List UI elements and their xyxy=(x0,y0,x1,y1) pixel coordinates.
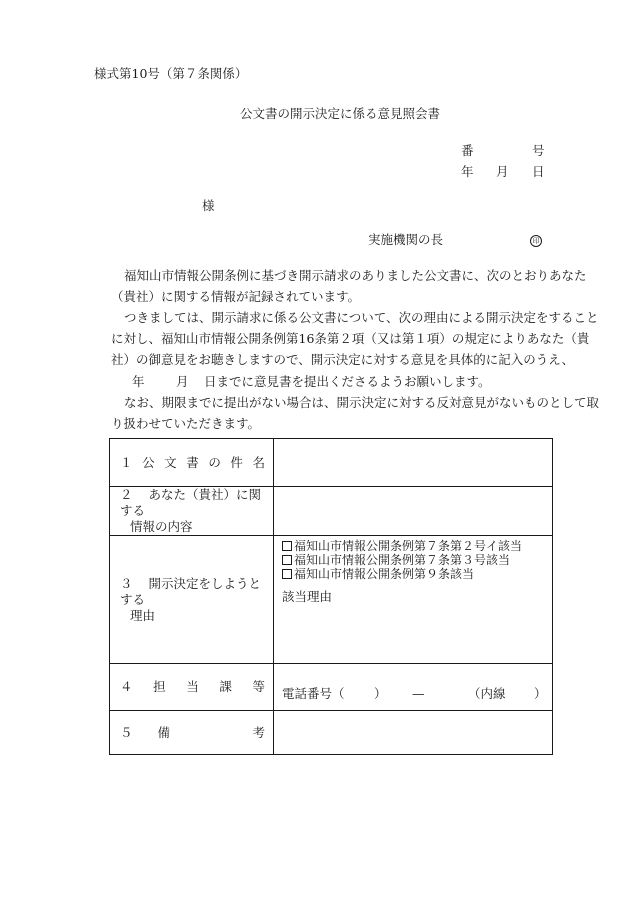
paragraph-line: 日までに意見書を提出くださるようお願いします。 xyxy=(204,374,491,389)
form-id: 様式第10号（第７条関係） xyxy=(94,66,248,81)
document-name-field[interactable] xyxy=(274,439,553,487)
row-number: ５ xyxy=(120,724,133,740)
phone-line: 電話番号（ ） — （内線 ） xyxy=(282,686,547,701)
deadline-month: 月 xyxy=(176,374,189,389)
label-document-name: １ 公 文 書 の 件 名 xyxy=(110,439,274,487)
paragraph-line: に対し、福知山市情報公開条例第16条第２項（又は第１項）の規定によりあなた（貴 xyxy=(111,331,590,346)
table-row xyxy=(110,664,553,711)
department-field[interactable] xyxy=(274,664,553,711)
table-row xyxy=(110,711,553,755)
reason-checkbox-item[interactable]: 福知山市情報公開条例第７条第２号イ該当 xyxy=(274,539,552,553)
seal-icon: 印 xyxy=(530,235,542,247)
reason-label: 該当理由 xyxy=(282,589,333,604)
date-year: 年 xyxy=(461,164,474,179)
reason-checkbox-item[interactable]: 福知山市情報公開条例第７条第３号該当 xyxy=(274,553,552,567)
paragraph-line: なお、期限までに提出がない場合は、開示決定に対する反対意見がないものとして取 xyxy=(124,395,600,410)
paragraph-line: 社）の御意見をお聴きしますので、開示決定に対する意見を具体的に記入のうえ、 xyxy=(111,352,575,367)
document-title: 公文書の開示決定に係る意見照会書 xyxy=(240,106,441,121)
checkbox-icon[interactable] xyxy=(282,555,292,565)
paragraph-line: つきましては、開示請求に係る公文書について、次の理由による開示決定をすること xyxy=(124,310,599,325)
row-number: ４ xyxy=(120,679,133,694)
addressee-suffix: 様 xyxy=(202,198,215,213)
label-disclosure-reason: ３ 開示決定をしようとする 理由 xyxy=(110,536,274,664)
deadline-year: 年 xyxy=(132,374,145,389)
row-number: ３ xyxy=(120,575,133,591)
label-info-content: ２ あなた（貴社）に関する 情報の内容 xyxy=(110,487,274,536)
inquiry-form-table xyxy=(109,438,553,755)
reason-checkbox-item[interactable]: 福知山市情報公開条例第９条該当 xyxy=(274,567,552,581)
table-row xyxy=(110,536,553,664)
label-department: ４ 担 当 課 等 xyxy=(110,664,274,711)
disclosure-reason-cell xyxy=(274,536,553,664)
row-number: ２ xyxy=(120,487,133,502)
checkbox-icon[interactable] xyxy=(282,569,292,579)
number-ban: 番 xyxy=(461,143,474,158)
date-month: 月 xyxy=(496,164,509,179)
remarks-field[interactable] xyxy=(274,711,553,755)
sender-title: 実施機関の長 xyxy=(368,232,444,247)
checkbox-icon[interactable] xyxy=(282,541,292,551)
date-day: 日 xyxy=(532,164,545,179)
label-remarks: ５ 備 考 xyxy=(110,711,274,755)
paragraph-line: り扱わせていただきます。 xyxy=(111,416,261,431)
number-go: 号 xyxy=(532,143,545,158)
table-row xyxy=(110,487,553,536)
table-row xyxy=(110,439,553,487)
paragraph-line: （貴社）に関する情報が記録されています。 xyxy=(111,289,361,304)
row-number: １ xyxy=(120,454,133,470)
info-content-field[interactable] xyxy=(274,487,553,536)
seal-mark xyxy=(530,232,542,248)
paragraph-line: 福知山市情報公開条例に基づき開示請求のありました公文書に、次のとおりあなた xyxy=(124,268,587,283)
